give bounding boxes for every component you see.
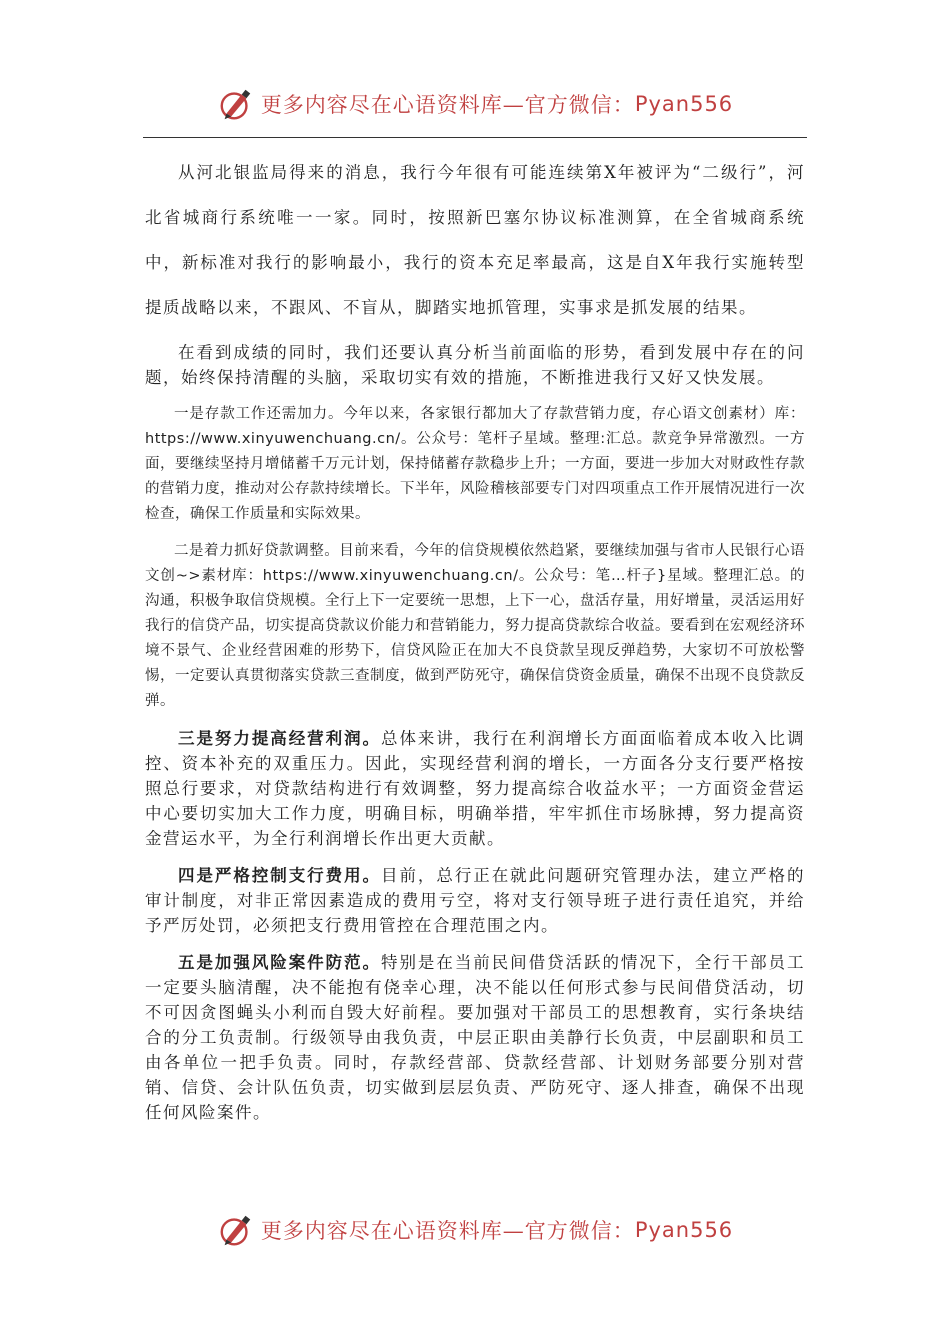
paragraph-5 (145, 726, 805, 851)
document-body (145, 150, 805, 1137)
paragraph-1: 从河北银监局得来的消息，我行今年很有可能连续第X年被评为“二级行”，河北省城商行系统唯一一家。同时，按照新巴塞尔协议标准测算，在全省城商系统中，新标准对我行的影响最小，我行的资本充足率最高，这是自X年我行实施转型提质战略以来，不跟风、不盲从，脚踏实地抓管理，实事求是抓发展的结果。 (145, 163, 805, 317)
paragraph-6 (145, 863, 805, 938)
paragraph-5-body: 总体来讲，我行在利润增长方面面临着成本收入比调控、资本补充的双重压力。因此，实现经营利润的增长，一方面各分支行要严格按照总行要求，对贷款结构进行有效调整，努力提高综合收益水平；一方面资金营运中心要切实加大工作力度，明确目标，明确举措，牢牢抓住市场脉搏，努力提高资金营运水平，为全行利润增长作出更大贡献。 (145, 729, 805, 848)
paragraph-7 (145, 950, 805, 1125)
pen-nib-icon (217, 1211, 255, 1249)
paragraph-6-heading: 四是严格控制支行费用。 (178, 866, 381, 885)
paragraph-6-body: 目前，总行正在就此问题研究管理办法，建立严格的审计制度，对非正常因素造成的费用亏空，将对支行领导班子进行责任追究，并给予严厉处罚，必须把支行费用管控在合理范围之内。 (145, 866, 805, 935)
header-banner-text: 更多内容尽在心语资料库—官方微信： (260, 93, 635, 117)
footer-wechat-id: Pyan556 (634, 1218, 734, 1242)
footer-banner-text: 更多内容尽在心语资料库—官方微信： (260, 1219, 635, 1243)
pen-nib-icon (217, 85, 255, 123)
paragraph-7-heading: 五是加强风险案件防范。 (178, 953, 381, 972)
paragraph-7-body: 特别是在当前民间借贷活跃的情况下，全行干部员工一定要头脑清醒，决不能抱有侥幸心理，决不能以任何形式参与民间借贷活动，切不可因贪图蝇头小利而自毁大好前程。要加强对干部员工的思想教育，实行条块结合的分工负责制。行级领导由我负责，中层正职由美静行长负责，中层副职和员工由各单位一把手负责。同时，存款经营部、贷款经营部、计划财务部要分别对营销、信贷、会计队伍负责，切实做到层层负责、严防死守、逐人排查，确保不出现任何风险案件。 (145, 953, 805, 1122)
paragraph-2: 在看到成绩的同时，我们还要认真分析当前面临的形势，看到发展中存在的问题，始终保持清醒的头脑，采取切实有效的措施，不断推进我行又好又快发展。 (145, 343, 805, 387)
header-banner (0, 84, 950, 124)
paragraph-5-heading: 三是努力提高经营利润。 (178, 729, 381, 748)
header-wechat-id: Pyan556 (634, 92, 734, 116)
paragraph-3: 一是存款工作还需加力。今年以来，各家银行都加大了存款营销力度，存心语文创素材）库：https://www.xinyuwenchuang.cn/。公众号：笔杆子星域。整理:汇总。款竞争异常激烈。一方面，要继续坚持月增储蓄千万元计划，保持储蓄存款稳步上升；一方面，要进一步加大对财政性存款的营销力度，推动对公存款持续增长。下半年，风险稽核部要专门对四项重点工作开展情况进行一次检查，确保工作质量和实际效果。 (145, 406, 805, 522)
header-divider (143, 137, 807, 138)
footer-banner (0, 1210, 950, 1250)
paragraph-4: 二是着力抓好贷款调整。目前来看，今年的信贷规模依然趋紧，要继续加强与省市人民银行心语文创~>素材库：https://www.xinyuwenchuang.cn/。公众号：笔…杆子}星域。整理汇总。的沟通，积极争取信贷规模。全行上下一定要统一思想，上下一心，盘活存量，用好增量，灵活运用好我行的信贷产品，切实提高贷款议价能力和营销能力，努力提高贷款综合收益。要看到在宏观经济环境不景气、企业经营困难的形势下，信贷风险正在加大不良贷款呈现反弹趋势，大家切不可放松警惕，一定要认真贯彻落实贷款三查制度，做到严防死守，确保信贷资金质量，确保不出现不良贷款反弹。 (145, 543, 805, 709)
